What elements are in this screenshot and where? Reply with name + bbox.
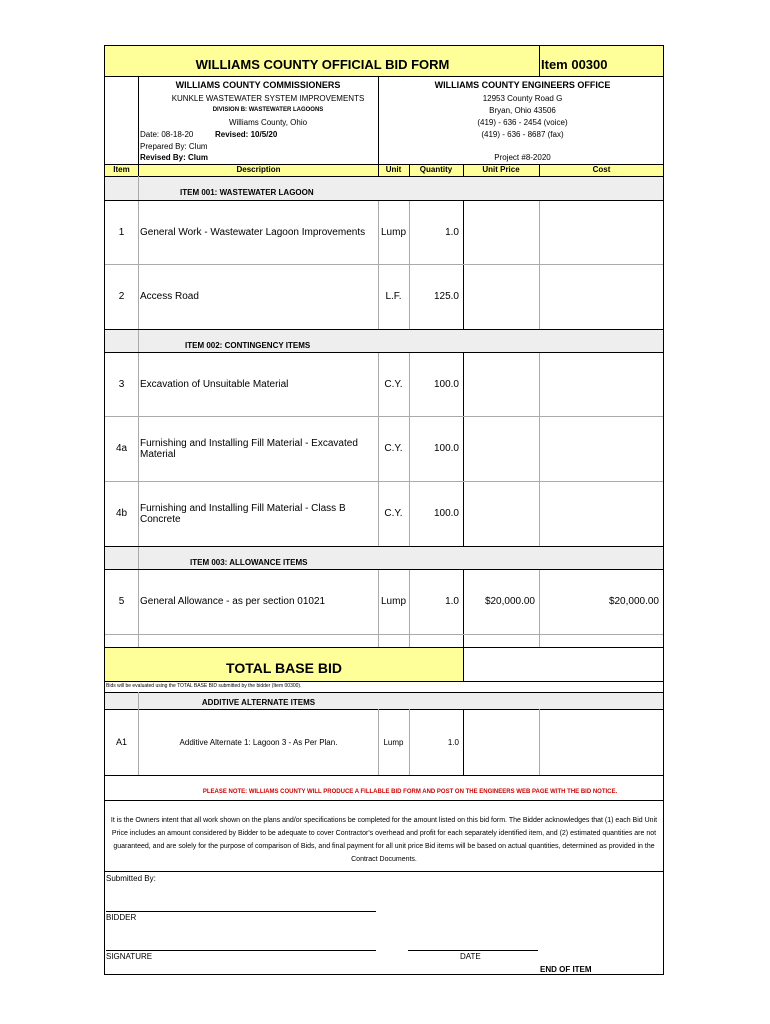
row-5-cost[interactable]: $20,000.00 xyxy=(608,596,659,607)
fax: (419) - 636 - 8687 (fax) xyxy=(481,130,564,139)
total-base-bid-label: TOTAL BASE BID xyxy=(226,660,342,676)
additive-description: Additive Alternate 1: Lagoon 3 - As Per Plan. xyxy=(179,737,338,747)
additive-unit-price[interactable] xyxy=(464,709,539,775)
row-4a-cost[interactable] xyxy=(540,416,659,481)
row-1-quantity: 1.0 xyxy=(445,226,459,238)
row-1-unit-price[interactable] xyxy=(463,200,535,264)
row-3-description: Excavation of Unsuitable Material xyxy=(140,378,289,390)
row-1-item: 1 xyxy=(118,226,125,238)
signature-field[interactable] xyxy=(106,930,376,950)
date: Date: 08-18-20 xyxy=(140,130,194,139)
section-title-2: ITEM 002: CONTINGENCY ITEMS xyxy=(185,341,311,350)
additive-item: A1 xyxy=(115,737,127,747)
row-4a-description: Furnishing and Installing Fill Material - Excavated Material xyxy=(140,437,358,460)
row-2-description: Access Road xyxy=(140,291,199,302)
additive-title: ADDITIVE ALTERNATE ITEMS xyxy=(201,698,316,707)
col-unit: Unit xyxy=(385,165,402,174)
commissioners: WILLIAMS COUNTY COMMISSIONERS xyxy=(175,80,341,90)
total-base-bid-value[interactable] xyxy=(464,649,662,680)
revised-date: Revised: 10/5/20 xyxy=(215,130,278,139)
row-3-unit-price[interactable] xyxy=(463,352,535,416)
row-1-unit: Lump xyxy=(380,226,406,238)
project-name: KUNKLE WASTEWATER SYSTEM IMPROVEMENTS xyxy=(171,94,365,103)
row-3-item: 3 xyxy=(118,378,125,390)
section-title-3: ITEM 003: ALLOWANCE ITEMS xyxy=(190,558,308,567)
date-label: DATE xyxy=(460,952,481,961)
end-of-item: END OF ITEM xyxy=(540,965,592,974)
row-1-description: General Work - Wastewater Lagoon Improvements xyxy=(140,226,366,238)
row-4b-description: Furnishing and Installing Fill Material - Class B Concrete xyxy=(140,502,346,525)
row-4a-unit-price[interactable] xyxy=(463,416,535,481)
col-unit-price: Unit Price xyxy=(482,165,520,174)
total-bid-note: Bids will be evaluated using the TOTAL BASE BID submitted by the bidder (Item 00300). xyxy=(106,683,302,689)
owner-intent-paragraph: It is the Owners intent that all work shown on the plans and/or specifications be completed for the amount listed on this bid form. The Bidder acknowledges that (1) each Bid Unit Price includes an amount considered by Bidder to be adequate to cover Contractor's overhead and profit for each separately identified item, and (2) estimated quantities are not guaranteed, and are solely for the purpose of comparison of Bids, and final payment for all unit price Bid items will be based on actual quantities, determined as provided in the Contract Documents. xyxy=(110,817,658,863)
row-2-unit-price[interactable] xyxy=(463,264,535,329)
row-4a-unit: C.Y. xyxy=(384,443,403,454)
row-5-unit: Lump xyxy=(380,596,406,607)
col-item: Item xyxy=(113,165,130,174)
additive-cost[interactable] xyxy=(541,709,662,775)
section-title-1: ITEM 001: WASTEWATER LAGOON xyxy=(180,188,314,197)
col-cost: Cost xyxy=(592,165,611,174)
prepared-by: Prepared By: Clum xyxy=(140,142,208,151)
item-number: Item 00300 xyxy=(541,57,608,72)
row-4b-cost[interactable] xyxy=(540,481,659,546)
fillable-form-notice: PLEASE NOTE: WILLIAMS COUNTY WILL PRODUCE A FILLABLE BID FORM AND POST ON THE ENGINEERS WEB PAGE WITH THE BID NOTICE. xyxy=(202,789,618,795)
date-field[interactable] xyxy=(408,930,538,950)
phone: (419) - 636 - 2454 (voice) xyxy=(477,118,568,127)
row-5-description: General Allowance - as per section 01021 xyxy=(140,596,326,607)
revised-by: Revised By: Clum xyxy=(140,153,209,162)
additive-quantity: 1.0 xyxy=(447,737,459,747)
row-2-item: 2 xyxy=(118,291,125,302)
additive-unit: Lump xyxy=(383,737,404,747)
bidder-label: BIDDER xyxy=(106,913,137,922)
address-line-2: Bryan, Ohio 43506 xyxy=(489,106,556,115)
row-2-unit: L.F. xyxy=(385,291,402,302)
row-3-cost[interactable] xyxy=(540,352,659,416)
engineers-office: WILLIAMS COUNTY ENGINEERS OFFICE xyxy=(434,80,611,90)
division: DIVISION B: WASTEWATER LAGOONS xyxy=(212,107,324,113)
row-4b-unit-price[interactable] xyxy=(463,481,535,546)
location: Williams County, Ohio xyxy=(228,118,308,127)
row-5-item: 5 xyxy=(118,596,125,607)
row-4a-item: 4a xyxy=(115,443,128,454)
row-4a-quantity: 100.0 xyxy=(433,443,459,454)
row-1-cost[interactable] xyxy=(540,200,659,264)
submitted-by-label: Submitted By: xyxy=(106,874,156,883)
col-description: Description xyxy=(236,165,281,174)
row-5-unit-price[interactable]: $20,000.00 xyxy=(484,596,535,607)
address-line-1: 12953 County Road G xyxy=(482,94,563,103)
form-title: WILLIAMS COUNTY OFFICIAL BID FORM xyxy=(195,57,450,72)
section-row-3 xyxy=(105,546,663,569)
row-3-unit: C.Y. xyxy=(384,378,403,390)
project-number: Project #8-2020 xyxy=(494,153,551,162)
signature-label: SIGNATURE xyxy=(106,952,153,961)
col-quantity: Quantity xyxy=(419,165,453,174)
row-5-quantity: 1.0 xyxy=(445,596,459,607)
row-4b-unit: C.Y. xyxy=(384,508,403,519)
row-3-quantity: 100.0 xyxy=(433,378,459,390)
row-2-quantity: 125.0 xyxy=(433,291,459,302)
bidder-field[interactable] xyxy=(106,890,376,910)
row-2-cost[interactable] xyxy=(540,264,659,329)
row-4b-item: 4b xyxy=(115,508,128,519)
row-4b-quantity: 100.0 xyxy=(433,508,459,519)
